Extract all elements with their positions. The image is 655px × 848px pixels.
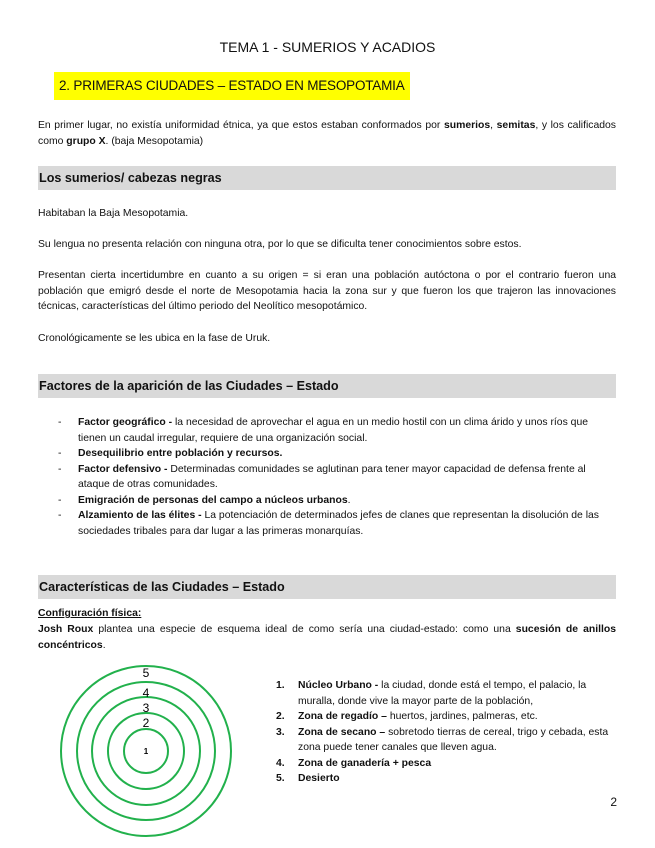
list-dash: -: [58, 417, 62, 428]
list-item: [276, 678, 616, 709]
concentric-rings-diagram: [58, 662, 238, 840]
intro-text-1: En primer lugar, no existía uniformidad étnica, ya que estos estaban conformados por: [38, 120, 444, 131]
zone-label: Núcleo Urbano -: [298, 680, 382, 691]
list-item: [58, 462, 618, 493]
zone-label: Zona de regadío –: [298, 711, 390, 722]
subheading-factores: [38, 374, 616, 398]
factor-text: La potenciación de determinados jefes de clanes que representan la disolución de las sociedades tribales para dar lugar a las primeras monarquías.: [78, 510, 599, 537]
zone-number: 3.: [276, 726, 285, 738]
zone-label: Zona de secano –: [298, 726, 389, 738]
ring-label-5: 5: [142, 666, 150, 680]
zones-list: [276, 678, 616, 787]
ring-label-3: 3: [142, 701, 150, 715]
intro-bold-grupo-x: grupo X: [66, 135, 106, 147]
zone-text: sobretodo tierras de cereal, trigo y cebada, esta zona puede tener canales que lleven agua.: [298, 726, 609, 753]
zone-number: 4.: [276, 757, 285, 769]
factor-label: Factor defensivo -: [78, 463, 171, 475]
list-item: [58, 446, 618, 462]
subheading-sumerios-text: Los sumerios/ cabezas negras: [39, 171, 222, 185]
list-item: [58, 415, 618, 446]
list-item: [276, 725, 616, 756]
intro-text-3: , y los calificados como: [38, 120, 616, 147]
factor-text: la necesidad de aprovechar el agua en un medio hostil con un clima árido y unos ríos que tienen un caudal irregular, requiere de una organización social.: [78, 417, 588, 444]
intro-bold-semitas: semitas: [496, 120, 536, 131]
subheading-caracteristicas: [38, 575, 616, 599]
page-number: 2: [610, 795, 617, 809]
config-bold: sucesión de anillos concéntricos: [38, 624, 616, 651]
author-name: Josh Roux: [38, 624, 94, 635]
intro-text-2: ,: [490, 120, 497, 131]
zone-number: 1.: [276, 680, 285, 691]
factor-text: .: [347, 494, 351, 506]
sumerios-paragraph-3: Presentan cierta incertidumbre en cuanto a su origen = si eran una población autóctona o por el contrario fueron una población que emigró desde el norte de Mesopotamia hacia la zona sur y que fueron los que trajeron las innovaciones técnicas, características del último periodo del Neolítico mesopotámico.: [38, 270, 616, 312]
factor-text: Determinadas comunidades se aglutinan para tener mayor capacidad de defensa frente al ataque de otras comunidades.: [78, 463, 586, 490]
section-heading: 2. PRIMERAS CIUDADES – ESTADO EN MESOPOTAMIA: [54, 72, 410, 100]
document-title: TEMA 1 - SUMERIOS Y ACADIOS: [219, 39, 436, 55]
zone-number: 2.: [276, 711, 285, 722]
factor-label: Factor geográfico -: [78, 417, 175, 428]
list-dash: -: [58, 463, 62, 475]
intro-bold-sumerios: sumerios: [443, 120, 491, 131]
list-item: [58, 493, 618, 509]
subheading-caracteristicas-text: Características de las Ciudades – Estado: [39, 580, 285, 594]
list-item: [58, 508, 618, 539]
subheading-factores-text: Factores de la aparición de las Ciudades – Estado: [39, 379, 339, 393]
zone-number: 5.: [276, 773, 285, 784]
zone-text: huertos, jardines, palmeras, etc.: [389, 711, 538, 722]
factors-list: [58, 415, 618, 539]
sumerios-paragraph-1: Habitaban la Baja Mesopotamia.: [38, 208, 189, 219]
sumerios-paragraph-4: Cronológicamente se les ubica en la fase de Uruk.: [38, 333, 271, 344]
config-text: plantea una especie de esquema ideal de como sería una ciudad-estado: como una: [93, 624, 516, 635]
subheading-sumerios: [38, 166, 616, 190]
config-subheading: [38, 606, 616, 622]
zone-label: Zona de ganadería + pesca: [298, 757, 432, 769]
ring-label-2: 2: [142, 716, 150, 730]
config-subheading-text: Configuración física:: [38, 608, 142, 619]
intro-paragraph: [38, 118, 616, 149]
config-paragraph: [38, 622, 616, 653]
list-item: [276, 709, 616, 725]
intro-text-4: . (baja Mesopotamia): [105, 135, 204, 147]
zone-label: Desierto: [298, 773, 340, 784]
ring-label-4: 4: [142, 686, 150, 700]
sumerios-paragraph-2: Su lengua no presenta relación con ninguna otra, por lo que se dificulta tener conocimientos sobre estos.: [38, 239, 522, 250]
list-item: [276, 771, 616, 787]
config-end: .: [102, 639, 106, 651]
list-dash: -: [58, 448, 62, 459]
ring-label-1: 1: [143, 747, 149, 756]
zone-text: la ciudad, donde está el tempo, el palacio, la muralla, donde vive la mayor parte de la población,: [298, 680, 587, 707]
list-dash: -: [58, 494, 62, 506]
list-item: [276, 756, 616, 772]
factor-label: Alzamiento de las élites -: [78, 510, 205, 521]
factor-label: Emigración de personas del campo a núcleos urbanos: [78, 494, 348, 506]
factor-label: Desequilibrio entre población y recursos.: [78, 448, 283, 459]
list-dash: -: [58, 510, 62, 521]
